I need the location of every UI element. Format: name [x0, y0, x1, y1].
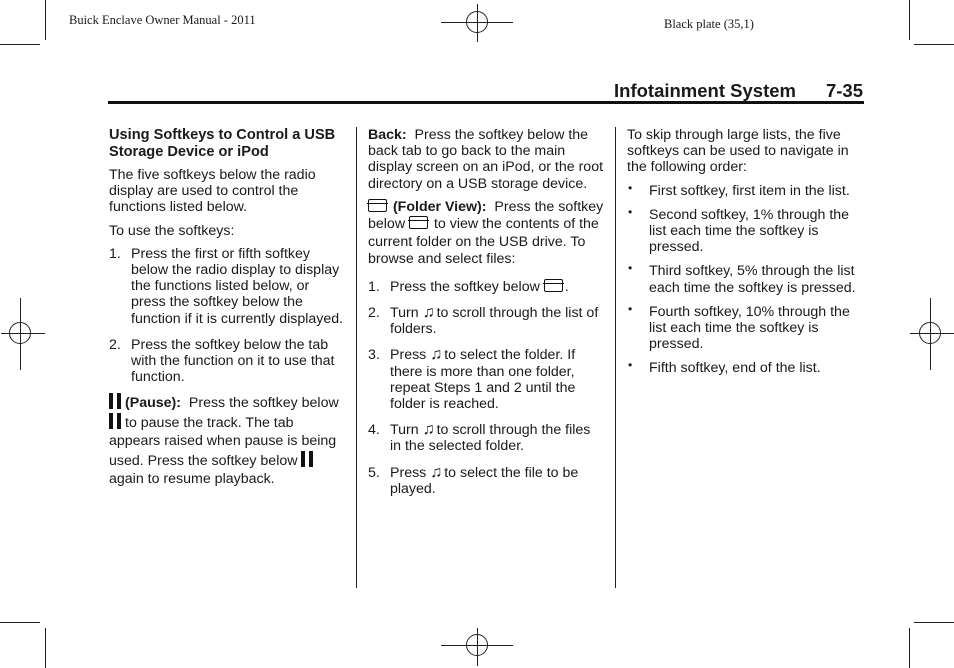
list-item: • Third softkey, 5% through the list each time the softkey is pressed.: [628, 261, 856, 296]
section-header: [613, 80, 863, 102]
list-item: 5. Press ♫ to select the file to be played.: [368, 463, 579, 497]
bullet-dot: •: [628, 301, 633, 316]
plate-label: Black plate (35,1): [664, 17, 754, 31]
steps-list: [109, 246, 347, 386]
column-1: [109, 127, 347, 496]
bullet-dot: •: [628, 261, 633, 276]
column-2: [368, 127, 604, 507]
paragraph: The five softkeys below the radio display are used to control the functions listed below.: [109, 167, 316, 216]
subsection-heading: Using Softkeys to Control a USB Storage Device or iPod: [109, 127, 336, 160]
pause-icon: [109, 413, 122, 429]
crop-mark: [914, 622, 954, 623]
crop-mark: [909, 0, 910, 40]
paragraph: To use the softkeys:: [109, 222, 235, 239]
column-divider: [356, 127, 357, 588]
column-divider: [615, 127, 616, 588]
music-note-icon: ♫: [422, 304, 435, 322]
list-item: • Fifth softkey, end of the list.: [628, 358, 821, 377]
folder-steps-list: [368, 279, 604, 497]
header-rule: [108, 101, 864, 104]
page-number: 7-35: [825, 80, 863, 101]
paragraph: To skip through large lists, the five softkeys can be used to navigate in the following order:: [627, 127, 849, 176]
crop-mark: [914, 44, 954, 45]
list-item: 2. Press the softkey below the tab with the function on it to use that function.: [109, 336, 335, 386]
pause-paragraph: (Pause): Press the softkey below to pause the track. The tab appears raised when pause is being used. Press the softkey below again to resume playback.: [109, 395, 339, 488]
list-item: 1. Press the first or fifth softkey below the radio display to display the functions listed below, or press the softkey below the function if it is currently displayed.: [109, 245, 344, 327]
back-paragraph: Back: Press the softkey below the back tab to go back to the main display screen on an iPod, or the root directory on a USB storage device.: [368, 127, 604, 192]
section-title: Infotainment System: [614, 80, 796, 101]
column-3: [627, 127, 865, 385]
pause-icon: [109, 393, 122, 409]
list-item: • First softkey, first item in the list.: [628, 180, 850, 199]
folder-icon: [544, 279, 563, 292]
list-item: • Second softkey, 1% through the list each time the softkey is pressed.: [628, 204, 850, 256]
folder-view-paragraph: (Folder View): Press the softkey below to view the contents of the current folder on the USB drive. To browse and select files:: [368, 198, 604, 268]
folder-icon: [409, 216, 428, 229]
crop-mark: [0, 622, 40, 623]
crop-mark: [45, 0, 46, 40]
crop-mark: [45, 628, 46, 668]
list-item: 3. Press ♫ to select the folder. If there is more than one folder, repeat Steps 1 and 2 until the folder is reached.: [368, 346, 576, 413]
pause-icon: [301, 451, 314, 467]
bullet-dot: •: [628, 204, 633, 219]
music-note-icon: ♫: [430, 463, 443, 481]
list-item: 1. Press the softkey below .: [368, 278, 569, 295]
crop-mark: [0, 44, 40, 45]
folder-icon: [368, 199, 387, 212]
bullet-dot: •: [628, 358, 633, 373]
list-item: 2. Turn ♫ to scroll through the list of folders.: [368, 304, 599, 338]
manual-title: Buick Enclave Owner Manual - 2011: [69, 13, 256, 27]
bullet-list: [627, 180, 865, 377]
list-item: • Fourth softkey, 10% through the list each time the softkey is pressed.: [628, 301, 850, 353]
music-note-icon: ♫: [422, 421, 435, 439]
bullet-dot: •: [628, 180, 633, 195]
crop-mark: [909, 628, 910, 668]
list-item: 4. Turn ♫ to scroll through the files in the selected folder.: [368, 421, 591, 455]
music-note-icon: ♫: [430, 346, 443, 364]
